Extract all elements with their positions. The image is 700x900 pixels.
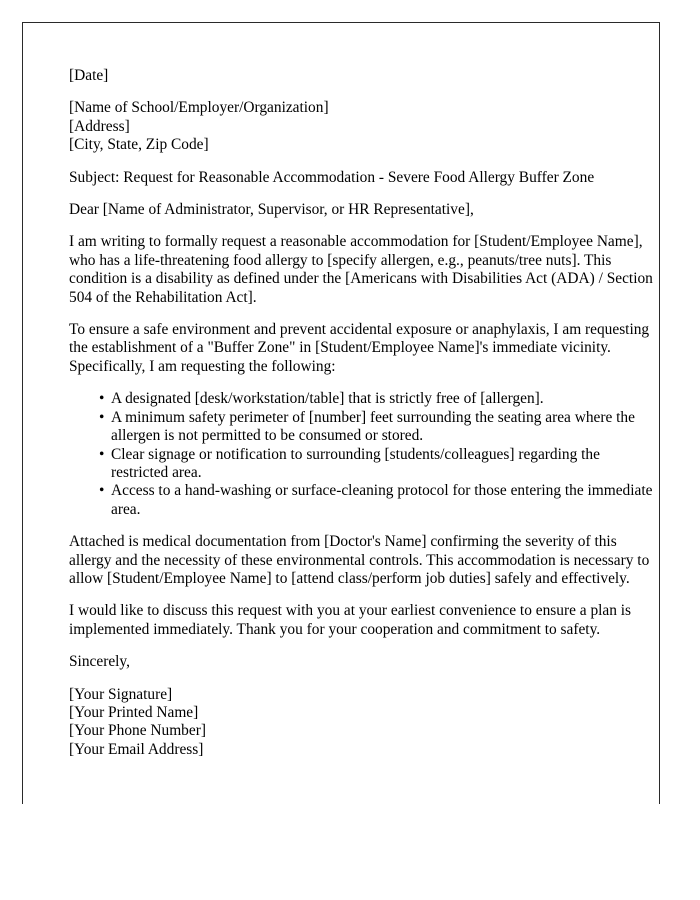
phone-placeholder: [Your Phone Number]: [69, 722, 206, 740]
date-placeholder: [Date]: [69, 67, 109, 84]
intro-paragraph-block: [69, 233, 657, 307]
requests-list-block: [69, 390, 657, 519]
list-item: • Clear signage or notification to surrounding [students/colleagues] regarding the restricted area.: [99, 446, 657, 483]
recipient-city-state-zip: [City, State, Zip Code]: [69, 136, 209, 154]
requests-list: [69, 390, 657, 519]
intro-paragraph: I am writing to formally request a reasonable accommodation for [Student/Employee Name], who has a life-threatening food allergy to [specify allergen, e.g., peanuts/tree nuts]. This condition is a disability as defined under the [Americans with Disabilities Act (ADA) / Section 504 of the Rehabilitation Act].: [69, 233, 653, 306]
subject-line: Subject: Request for Reasonable Accommodation - Severe Food Allergy Buffer Zone: [69, 168, 595, 186]
documentation-paragraph-block: [69, 533, 657, 588]
signature-placeholder: [Your Signature]: [69, 685, 173, 703]
recipient-address: [Address]: [69, 117, 130, 135]
list-item: • A minimum safety perimeter of [number] feet surrounding the seating area where the allergen is not permitted to be consumed or stored.: [99, 409, 657, 446]
salutation-line: Dear [Name of Administrator, Supervisor, or HR Representative],: [69, 201, 474, 219]
list-item: • A designated [desk/workstation/table] that is strictly free of [allergen].: [99, 390, 657, 408]
closing-line: Sincerely,: [69, 653, 130, 671]
request-lead-in-paragraph: To ensure a safe environment and prevent accidental exposure or anaphylaxis, I am requesting the establishment of a "Buffer Zone" in [Student/Employee Name]'s immediate vicinity. Specifically, I am requesting the following:: [69, 321, 650, 375]
subject-block: [69, 169, 657, 187]
request-lead-in-block: [69, 321, 657, 376]
closing-block: [69, 653, 657, 671]
closing-request-paragraph-block: [69, 602, 657, 639]
closing-request-paragraph: I would like to discuss this request with you at your earliest convenience to ensure a plan is implemented immediately. Thank you for your cooperation and commitment to safety.: [69, 602, 632, 638]
list-item: • Access to a hand-washing or surface-cleaning protocol for those entering the immediate area.: [99, 482, 657, 519]
document-page: [22, 22, 660, 804]
recipient-organization: [Name of School/Employer/Organization]: [69, 99, 329, 117]
date-block: [69, 67, 657, 85]
documentation-paragraph: Attached is medical documentation from [Doctor's Name] confirming the severity of this allergy and the necessity of these environmental controls. This accommodation is necessary to allow [Student/Employee Name] to [attend class/perform job duties] safely and effectively.: [69, 533, 650, 587]
printed-name-placeholder: [Your Printed Name]: [69, 703, 199, 721]
signature-block: [69, 686, 657, 760]
salutation-block: [69, 201, 657, 219]
recipient-address-block: [69, 99, 657, 154]
letter-body: [69, 67, 657, 759]
email-placeholder: [Your Email Address]: [69, 740, 204, 758]
